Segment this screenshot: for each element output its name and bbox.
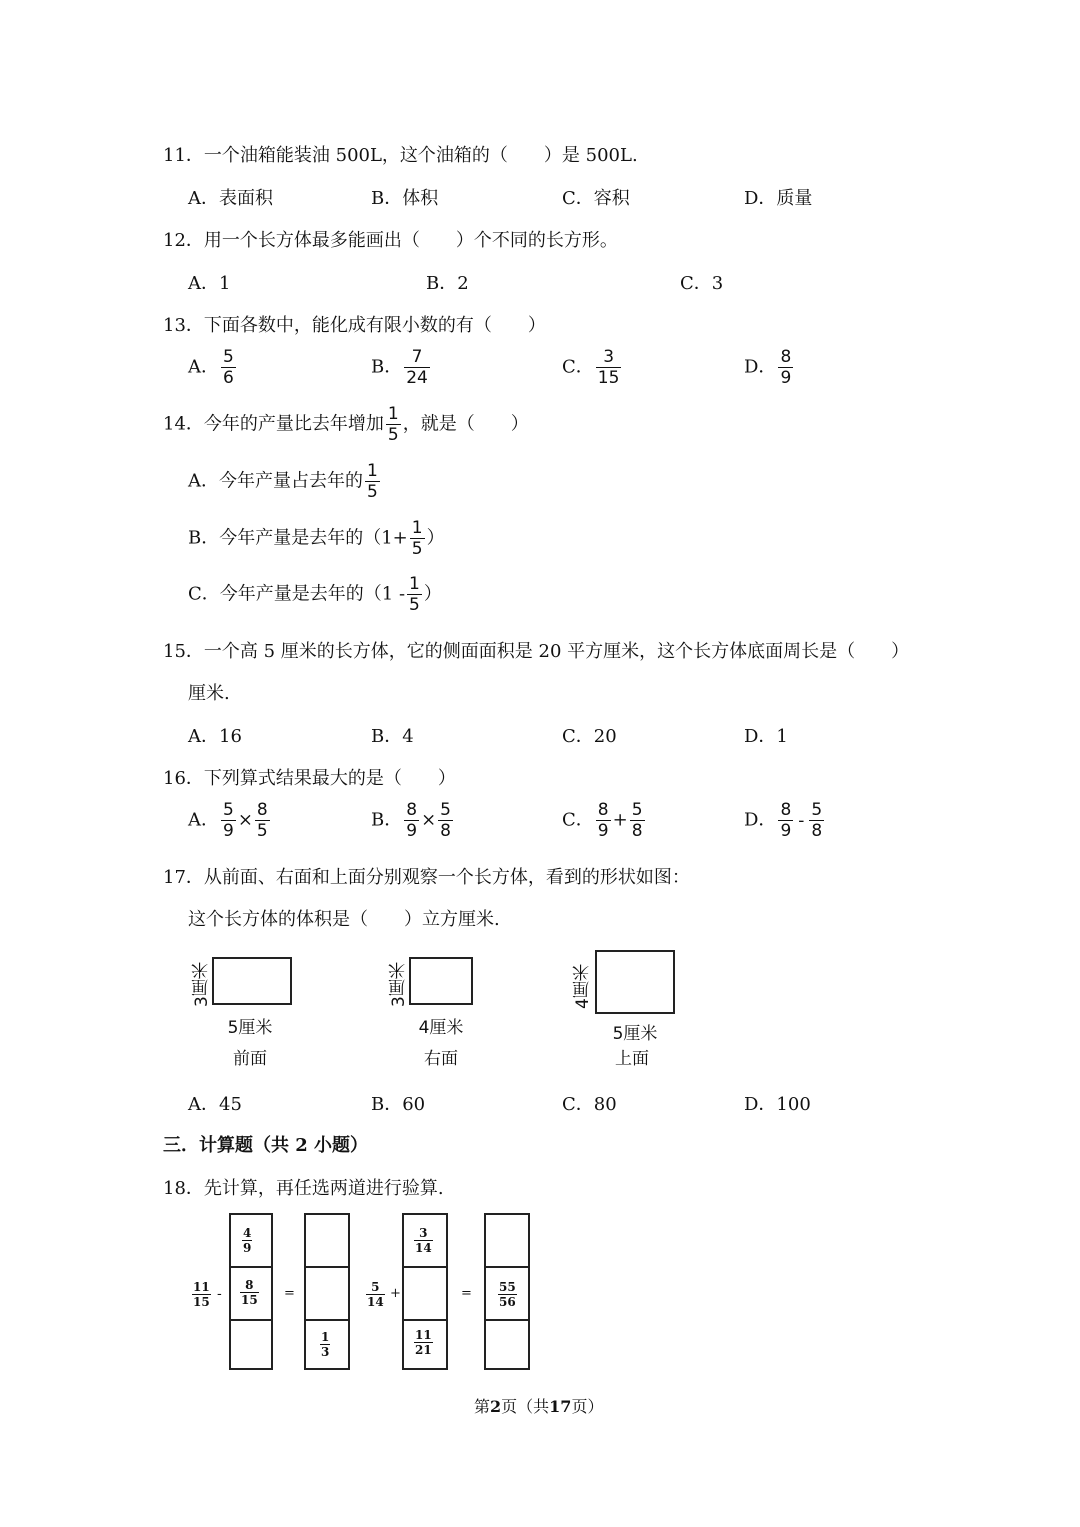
q11-option-d[interactable]: D．质量 [744,188,813,209]
q16-option-d[interactable] [744,800,826,841]
q11-option-b[interactable]: B．体积 [371,188,439,209]
q15-option-a[interactable]: A．16 [188,726,242,747]
q16-option-b[interactable] [371,800,455,841]
q16-a-label: A． [188,809,219,831]
fraction: $\frac{8}{5}$ [256,800,268,841]
fraction: $\frac{3}{15}$ [597,347,620,388]
d3-fraction: $\frac{11}{21}$ [415,1328,432,1357]
q15-option-b[interactable]: B．4 [371,726,414,747]
fraction: $\frac{5}{6}$ [223,347,234,388]
fraction: $\frac{7}{24}$ [406,347,428,388]
footer-text: 页（共 [501,1397,550,1416]
question-17: 17．从前面、右面和上面分别观察一个长方体，看到的形状如图： [163,867,690,888]
plus-sign: + [390,1286,401,1301]
front-height-label: 3厘米 [192,962,212,1007]
fraction: $\frac{8}{9}$ [780,347,792,388]
q14-option-c[interactable] [188,574,442,615]
left-fraction: $\frac{11}{15}$ [193,1280,210,1309]
q13-option-a[interactable] [188,347,238,388]
page-footer [474,1394,603,1417]
q14-c-close: ） [423,583,442,605]
q16-c-label: C． [562,809,594,831]
fraction: $\frac{5}{8}$ [440,800,451,841]
q14-c-text: C．今年产量是去年的（1 - [188,583,406,605]
operator: - [798,809,805,831]
q15-option-c[interactable]: C．20 [562,726,617,747]
question-12: 12．用一个长方体最多能画出（ ）个不同的长方形。 [163,230,618,251]
right-view-name: 右面 [424,1049,458,1069]
q17-option-b[interactable]: B．60 [371,1094,426,1115]
page-number: 2 [490,1397,502,1416]
question-16: 16．下列算式结果最大的是（ ） [163,768,456,789]
top-rectangle [595,950,675,1014]
fraction: $\frac{5}{8}$ [811,800,823,841]
front-width-label: 5厘米 [227,1018,273,1038]
right-width-label: 4厘米 [418,1018,464,1038]
top-view-name: 上面 [615,1049,649,1069]
q14-option-b[interactable] [188,518,445,559]
total-pages: 17 [549,1397,572,1416]
q11-option-c[interactable]: C．容积 [562,188,630,209]
section-heading: 三．计算题（共 2 小题） [163,1135,369,1156]
question-14 [163,404,529,445]
minus-sign: - [217,1286,222,1302]
q13-option-d[interactable] [744,347,795,388]
q14-text-end: ，就是（ ） [402,413,529,435]
q16-option-a[interactable] [188,800,272,841]
q13-d-label: D． [744,356,777,378]
c2-fraction: $\frac{8}{15}$ [241,1278,258,1307]
q12-option-c[interactable]: C．3 [680,273,724,294]
q13-a-label: A． [188,356,219,378]
divider [304,1266,350,1268]
fraction: $\frac{8}{9}$ [406,800,418,841]
question-13: 13．下面各数中，能化成有限小数的有（ ） [163,315,546,336]
question-15-cont: 厘米. [188,683,230,704]
front-view-name: 前面 [233,1049,267,1069]
equals-sign: = [284,1286,295,1301]
question-11: 11．一个油箱能装油 500L，这个油箱的（ ）是 500L. [163,145,638,166]
mid-fraction: $\frac{5}{14}$ [367,1280,384,1309]
q12-option-a[interactable]: A．1 [188,273,231,294]
r3-fraction: $\frac{1}{3}$ [321,1330,330,1359]
c1-fraction: $\frac{4}{9}$ [243,1226,252,1255]
front-rectangle [212,957,292,1005]
divider [484,1266,530,1268]
divider [402,1266,448,1268]
fraction: $\frac{5}{9}$ [223,800,234,841]
q14-text: 14．今年的产量比去年增加 [163,413,384,435]
right-rectangle [409,957,473,1005]
q16-option-c[interactable] [562,800,647,841]
equals-sign: = [461,1286,472,1301]
q14-a-text: A．今年产量占去年的 [188,470,363,492]
operator: + [612,809,628,831]
q15-option-d[interactable]: D．1 [744,726,788,747]
fraction: $\frac{1}{5}$ [411,518,423,559]
q13-option-c[interactable] [562,347,623,388]
q16-d-label: D． [744,809,777,831]
q17-option-a[interactable]: A．45 [188,1094,242,1115]
q14-option-a[interactable] [188,461,382,502]
question-15: 15．一个高 5 厘米的长方体，它的侧面面积是 20 平方厘米，这个长方体底面周长是（ ） [163,641,910,662]
fraction: $\frac{8}{9}$ [597,800,609,841]
top-height-label: 4厘米 [573,964,593,1009]
divider [402,1319,448,1321]
q12-option-b[interactable]: B．2 [426,273,469,294]
q13-option-b[interactable] [371,347,432,388]
fraction: $\frac{1}{5}$ [367,461,378,502]
footer-text: 页） [571,1397,604,1416]
footer-text: 第 [474,1397,491,1416]
q14-b-text: B．今年产量是去年的（1+ [188,527,408,549]
q11-option-a[interactable]: A．表面积 [188,188,273,209]
right-height-label: 3厘米 [389,962,409,1007]
q16-b-label: B． [371,809,403,831]
divider [484,1319,530,1321]
q14-b-close: ） [426,527,445,549]
q13-b-label: B． [371,356,403,378]
question-18: 18．先计算，再任选两道进行验算. [163,1178,444,1199]
operator: × [237,809,253,831]
top-width-label: 5厘米 [612,1024,658,1044]
d1-fraction: $\frac{3}{14}$ [415,1226,432,1255]
operator: × [421,809,437,831]
q17-option-d[interactable]: D．100 [744,1094,811,1115]
fraction: $\frac{1}{5}$ [409,574,420,615]
divider [229,1319,273,1321]
divider [229,1266,273,1268]
q17-option-c[interactable]: C．80 [562,1094,617,1115]
fraction: $\frac{8}{9}$ [780,800,792,841]
divider [304,1319,350,1321]
e2-fraction: $\frac{55}{56}$ [499,1280,516,1309]
question-17-cont: 这个长方体的体积是（ ）立方厘米. [188,909,500,930]
fraction: $\frac{5}{8}$ [631,800,643,841]
fraction: $\frac{1}{5}$ [387,404,399,445]
q13-c-label: C． [562,356,594,378]
